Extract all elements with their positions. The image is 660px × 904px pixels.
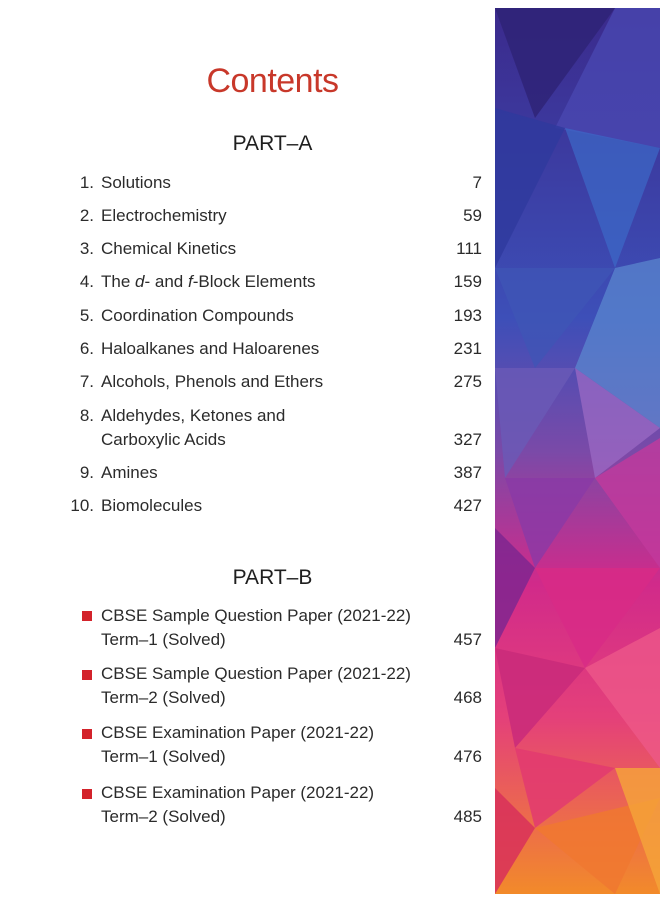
entry-title-f: f [187, 272, 193, 291]
entry-title-line2: Term–1 (Solved) [101, 747, 226, 766]
entry-title-line1: CBSE Sample Question Paper (2021-22) [101, 606, 411, 625]
red-square-bullet-icon [82, 729, 92, 739]
entry-page: 159 [453, 272, 482, 291]
entry-title-line2: Carboxylic Acids [101, 430, 226, 449]
entry-title-line1: CBSE Examination Paper (2021-22) [101, 723, 375, 742]
low-poly-art [495, 8, 660, 894]
red-square-bullet-icon [82, 670, 92, 680]
entry-number: 3. [79, 239, 94, 258]
red-square-bullet-icon [82, 611, 92, 621]
page-title: Contents [206, 62, 339, 100]
entry-page: 476 [453, 747, 482, 766]
entry-number: 10. [70, 496, 94, 515]
red-square-bullet-icon [82, 789, 92, 799]
entry-page: 59 [463, 206, 482, 225]
entry-number: 9. [79, 463, 94, 482]
entry-title-line1: CBSE Sample Question Paper (2021-22) [101, 664, 411, 683]
entry-page: 275 [453, 372, 482, 391]
entry-page: 193 [453, 306, 482, 325]
entry-title: Coordination Compounds [101, 306, 294, 325]
entry-number: 2. [79, 206, 94, 225]
entry-title-part: - and [144, 272, 188, 291]
entry-page: 485 [453, 807, 482, 826]
entry-page: 468 [453, 688, 482, 707]
entry-number: 1. [79, 173, 94, 192]
entry-title-line2: Term–1 (Solved) [101, 630, 226, 649]
entry-number: 5. [79, 306, 94, 325]
entry-number: 6. [79, 339, 94, 358]
entry-title-d: d [135, 272, 145, 291]
entry-title-line2: Term–2 (Solved) [101, 807, 226, 826]
entry-page: 427 [453, 496, 482, 515]
entry-title: Chemical Kinetics [101, 239, 237, 258]
decorative-polygon-side-panel [495, 8, 660, 894]
entry-number: 8. [79, 406, 94, 425]
entry-page: 7 [472, 173, 482, 192]
entry-title-part: The [101, 272, 136, 291]
entry-number: 7. [79, 372, 94, 391]
entry-title-part: -Block Elements [192, 272, 316, 291]
entry-page: 387 [453, 463, 482, 482]
entry-title: Haloalkanes and Haloarenes [101, 339, 320, 358]
entry-title [101, 270, 316, 294]
entry-title: Alcohols, Phenols and Ethers [101, 372, 324, 391]
entry-page: 231 [453, 339, 482, 358]
entry-title-line2: Term–2 (Solved) [101, 688, 226, 707]
entry-title: Biomolecules [101, 496, 203, 515]
entry-title: Amines [101, 463, 158, 482]
entry-page: 327 [453, 430, 482, 449]
entry-title-line1: Aldehydes, Ketones and [101, 406, 286, 425]
entry-title: Solutions [101, 173, 171, 192]
entry-number: 4. [79, 272, 94, 291]
entry-title-line1: CBSE Examination Paper (2021-22) [101, 783, 375, 802]
entry-page: 457 [453, 630, 482, 649]
entry-title: Electrochemistry [101, 206, 227, 225]
part-b-heading: PART–B [232, 566, 313, 589]
entry-page: 111 [456, 239, 482, 258]
part-a-heading: PART–A [232, 132, 313, 155]
